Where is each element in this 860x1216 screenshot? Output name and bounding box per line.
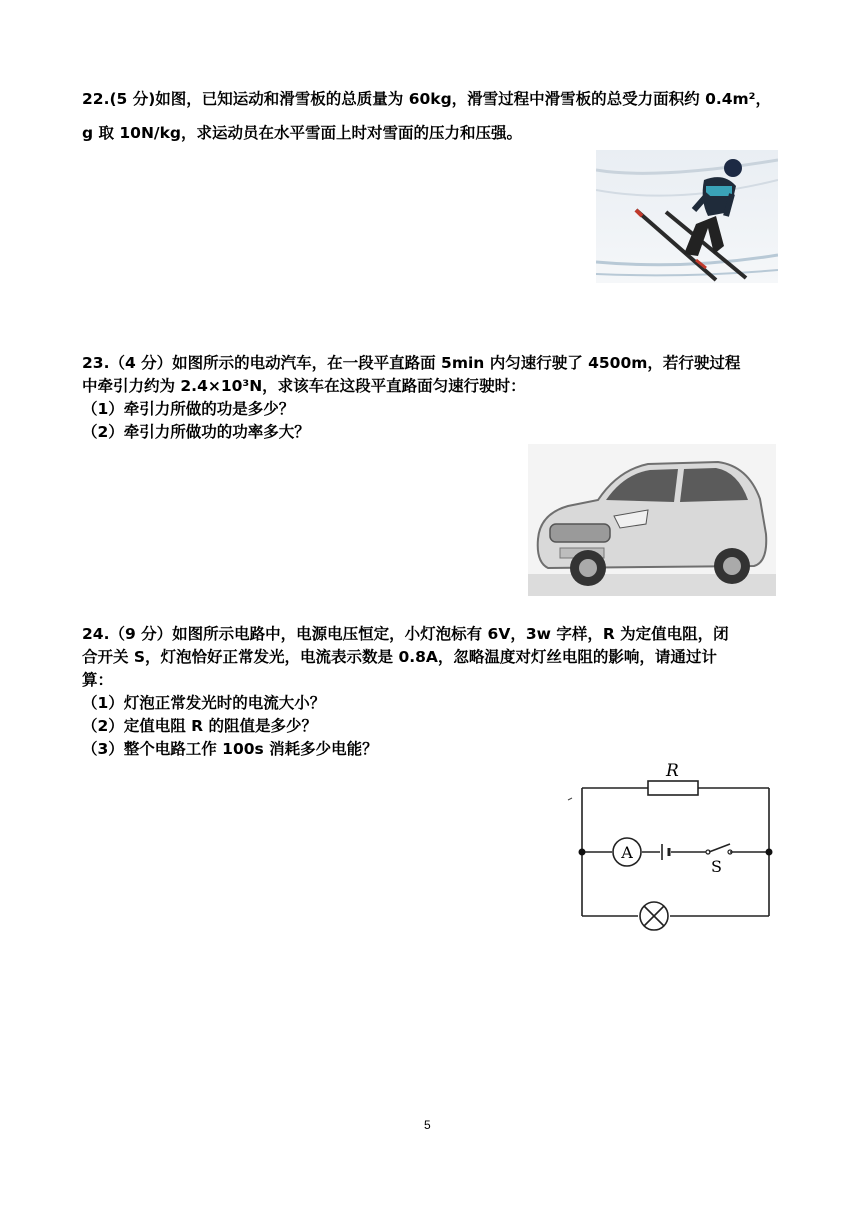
- switch-label: S: [711, 857, 722, 876]
- page-number: 5: [424, 1118, 431, 1132]
- q23-line2: 中牵引力约为 2.4×10³N，求该车在这段平直路面匀速行驶时：: [82, 377, 526, 395]
- junction-right: [766, 849, 773, 856]
- ammeter-label: A: [621, 843, 633, 862]
- q24-line2: 合开关 S，灯泡恰好正常发光，电流表示数是 0.8A，忽略温度对灯丝电阻的影响，请通过计: [82, 648, 717, 666]
- electric-car-image: [528, 444, 776, 596]
- q22-line2: g 取 10N/kg，求运动员在水平雪面上时对雪面的压力和压强。: [82, 124, 522, 142]
- q24-line1: 24.（9 分）如图所示电路中，电源电压恒定，小灯泡标有 6V，3w 字样，R 为定值电阻，闭: [82, 625, 729, 643]
- junction-left: [579, 849, 586, 856]
- q24-line3: 算：: [82, 671, 114, 689]
- q24-sub2: （2）定值电阻 R 的阻值是多少？: [82, 717, 318, 735]
- q24-sub1: （1）灯泡正常发光时的电流大小？: [82, 694, 326, 712]
- circuit-diagram: [560, 758, 780, 933]
- resistor-label: R: [666, 761, 679, 781]
- q22-line1: 22.(5 分)如图，已知运动和滑雪板的总质量为 60kg，滑雪过程中滑雪板的总受力面积约 0.4m²，: [82, 90, 771, 108]
- skier-image: [596, 150, 778, 283]
- q24-sub3: （3）整个电路工作 100s 消耗多少电能？: [82, 740, 378, 758]
- q23-sub1: （1）牵引力所做的功是多少？: [82, 400, 295, 418]
- q23-line1: 23.（4 分）如图所示的电动汽车，在一段平直路面 5min 内匀速行驶了 4500m，若行驶过程: [82, 354, 741, 372]
- q23-sub2: （2）牵引力所做功的功率多大？: [82, 423, 310, 441]
